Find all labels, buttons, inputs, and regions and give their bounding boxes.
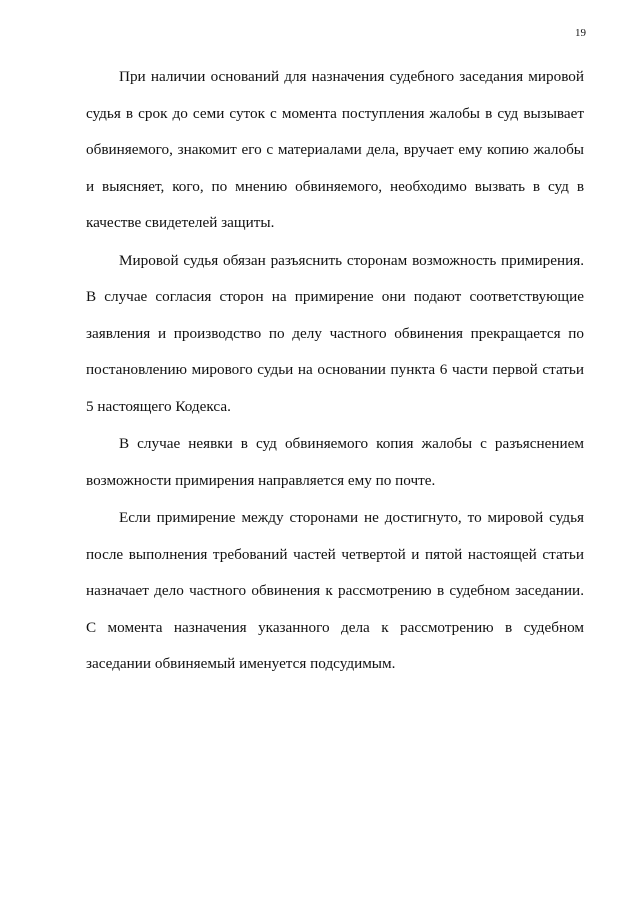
page-number: 19 — [575, 27, 586, 39]
paragraph-hearing-preparation: При наличии оснований для назначения судебного заседания мировой судья в срок до семи суток с момента поступления жалобы в суд вызывает обвиняемого, знакомит его с материалами дела, вручает ему копию жалобы и выясняет, кого, по мнению обвиняемого, необходимо вызвать в суд в качестве свидетелей защиты. — [86, 68, 584, 231]
document-body — [86, 59, 584, 683]
paragraph-reconciliation: Мировой судья обязан разъяснить сторонам возможность примирения. В случае согласия сторон на примирение они подают соответствующие заявления и производство по делу частного обвинения прекращается по постановлению мирового судьи на основании пункта 6 части первой статьи 5 настоящего Кодекса. — [86, 251, 584, 415]
paragraph-trial-scheduling: Если примирение между сторонами не достигнуто, то мировой судья после выполнения требований частей четвертой и пятой настоящей статьи назначает дело частного обвинения к рассмотрению в судебном заседании. С момента назначения указанного дела к рассмотрению в судебном заседании обвиняемый именуется подсудимым. — [86, 509, 584, 672]
paragraph-mail-notice: В случае неявки в суд обвиняемого копия жалобы с разъяснением возможности примирения направляется ему по почте. — [86, 435, 584, 489]
